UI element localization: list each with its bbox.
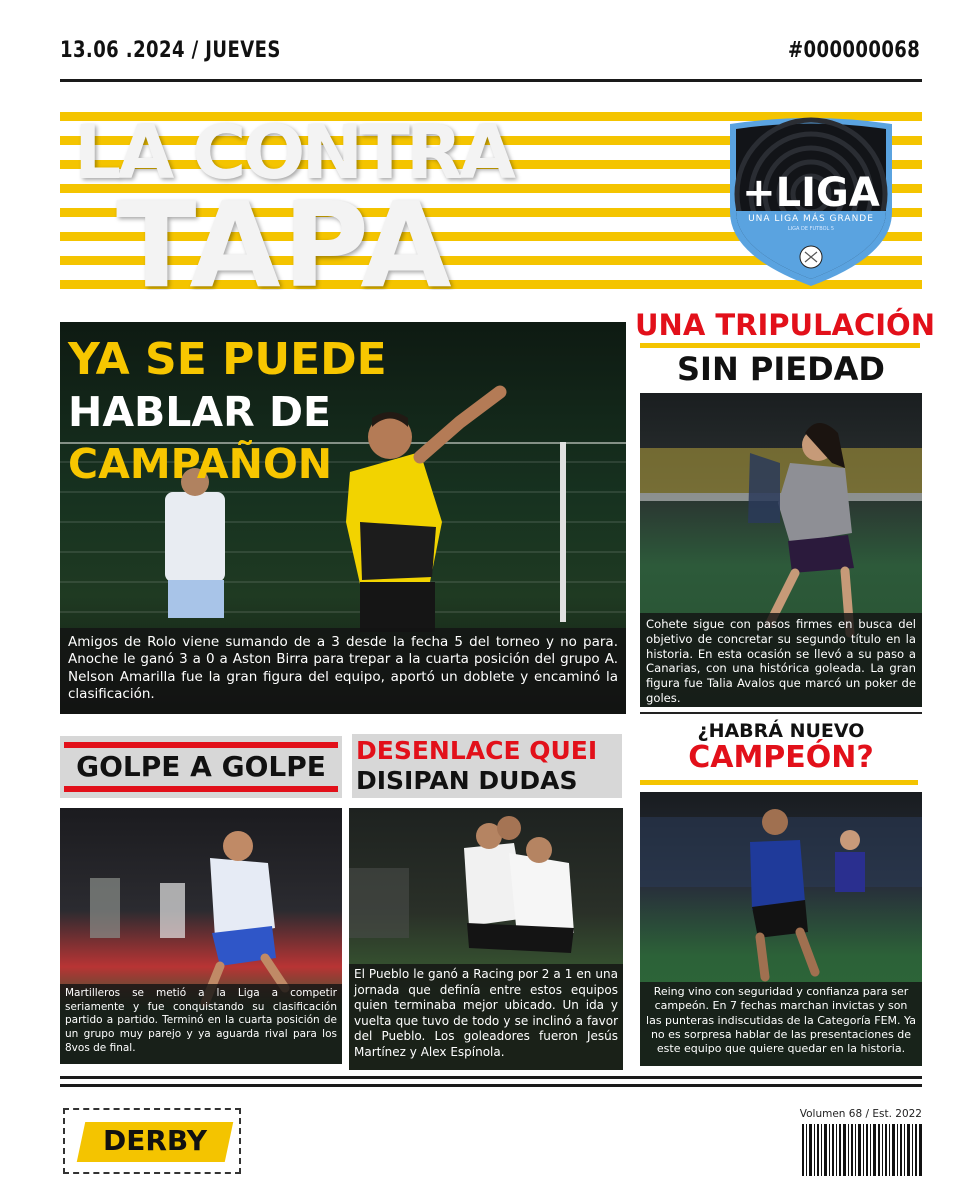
desenlace-photo: [349, 808, 623, 1070]
golpe-red-bar-top: [64, 742, 338, 748]
tripulacion-rule: [640, 712, 922, 714]
tripulacion-yellow-bar: [640, 343, 920, 348]
issue-date: 13.06 .2024 / JUEVES: [60, 38, 281, 63]
masthead-title-line2: TAPA: [116, 176, 454, 290]
desenlace-body: El Pueblo le ganó a Racing por 2 a 1 en una jornada que definía entre estos equipos quien terminaba mejor ubicado. Un ida y vuelta que tuvo de todo y se inclinó a favor del Pueblo. Los goleadores fueron Jesús Martínez y Alex Espínola.: [349, 964, 623, 1070]
golpe-body: Martilleros se metió a la Liga a competir seriamente y fue conquistando su clasificación partido a partido. Terminó en la cuarta posición de un grupo muy parejo y ya aguarda rival para los 8vos de final.: [60, 984, 342, 1064]
tripulacion-headline-line1: UNA TRIPULACIÓN: [635, 308, 935, 342]
footer-rule-1: [60, 1076, 922, 1079]
desenlace-header-box: [352, 734, 622, 798]
golpe-photo: [60, 808, 342, 1064]
sponsor-name: DERBY: [102, 1124, 207, 1157]
golpe-red-bar-bottom: [64, 786, 338, 792]
main-story-photo: [60, 322, 626, 714]
campeon-body: Reing vino con seguridad y confianza para ser campeón. En 7 fechas marchan invictas y son las punteras indiscutidas de la Categoría FEM. Ya no es sorpresa hablar de las presentaciones de este equipo que quiere quedar en la historia.: [640, 982, 922, 1066]
logo-name: +LIGA: [742, 170, 880, 216]
footer-rule-2: [60, 1084, 922, 1087]
logo-tagline: UNA LIGA MÁS GRANDE: [748, 214, 874, 224]
volume-info: Volumen 68 / Est. 2022: [799, 1108, 922, 1120]
tripulacion-photo: [640, 393, 922, 707]
issue-number: #000000068: [787, 38, 920, 63]
header-rule: [60, 79, 922, 82]
campeon-headline-line1: ¿HABRÁ NUEVO: [697, 720, 865, 742]
golpe-header-box: [60, 736, 342, 798]
main-story-body: Amigos de Rolo viene sumando de a 3 desde la fecha 5 del torneo y no para. Anoche le ganó 3 a 0 a Aston Birra para trepar a la cuarta posición del grupo A. Nelson Amarilla fue la gran figura del equipo, aportó un doblete y encaminó la clasificación.: [60, 628, 626, 714]
main-headline-line1: YA SE PUEDE: [68, 334, 387, 385]
sponsor-box: [63, 1108, 241, 1174]
masthead-title-line1: LA CONTRA: [74, 110, 513, 196]
desenlace-headline-line1: DESENLACE QUEI: [356, 736, 598, 765]
tripulacion-body: Cohete sigue con pasos firmes en busca del objetivo de concretar su segundo título en la historia. En esta ocasión se llevó a su paso a Canarias, con una histórica goleada. La gran figura fue Talia Avalos que marcó un poker de goles.: [640, 613, 922, 707]
campeon-headline-line2: CAMPEÓN?: [688, 740, 874, 775]
main-headline-line2: HABLAR DE: [68, 388, 332, 436]
golpe-headline: GOLPE A GOLPE: [76, 750, 326, 783]
campeon-yellow-bar: [640, 780, 918, 785]
main-headline-line3: CAMPAÑON: [68, 440, 333, 488]
barcode-icon: [802, 1124, 922, 1176]
campeon-photo: [640, 792, 922, 1066]
desenlace-headline-line2: DISIPAN DUDAS: [356, 766, 578, 795]
liga-logo: [722, 114, 900, 290]
tripulacion-headline-line2: SIN PIEDAD: [677, 350, 885, 388]
logo-subtitle: LIGA DE FUTBOL 5: [787, 226, 835, 232]
